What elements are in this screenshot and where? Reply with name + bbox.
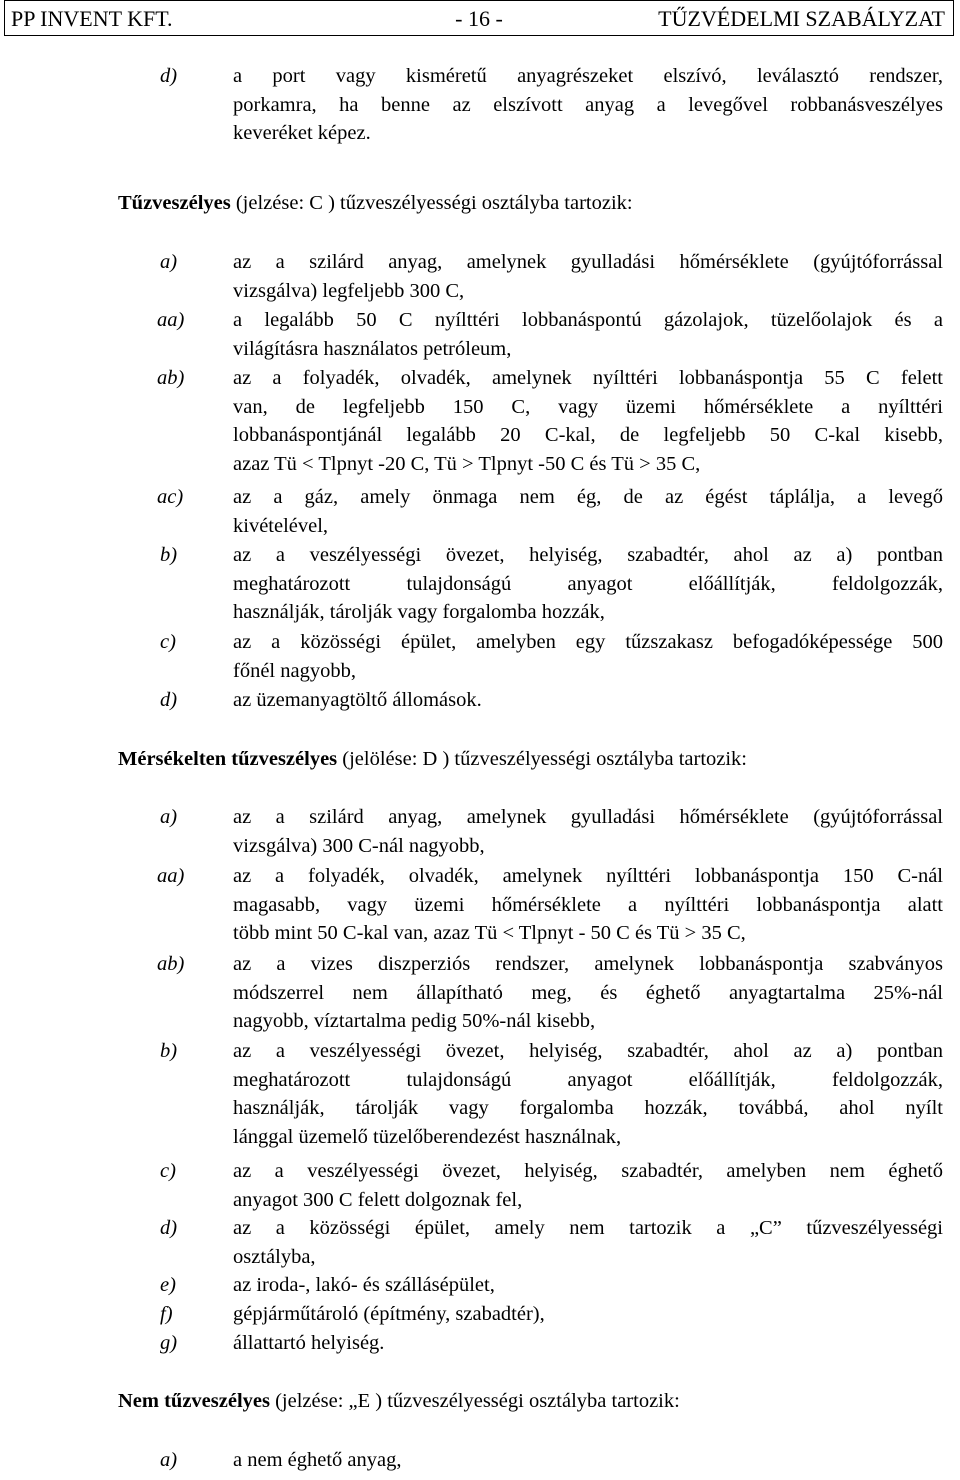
list-item (0, 950, 960, 1036)
list-item-text (233, 1157, 943, 1214)
list-item (0, 248, 960, 305)
list-item (0, 1037, 960, 1151)
text-line: az iroda-, lakó- és szállásépület, (233, 1274, 495, 1296)
section-heading-bold: Nem tűzveszélyes (118, 1390, 270, 1412)
text-line: módszerrel nem állapítható meg, és éghető anyagtartalma 25%-nál (233, 981, 943, 1004)
list-item-label: b) (160, 544, 178, 566)
list-item-label: ab) (157, 367, 185, 389)
list-item-label: a) (160, 806, 178, 828)
list-item-text (233, 1214, 943, 1271)
text-line: az a közösségi épület, amely nem tartozik a „C” tűzveszélyességi (233, 1217, 943, 1239)
list-item-label: g) (160, 1332, 178, 1354)
text-line: az a szilárd anyag, amelynek gyulladási hőmérséklete (gyújtóforrással (233, 251, 943, 273)
list-item-text (233, 248, 943, 305)
text-line: az a vizes diszperziós rendszer, amelynek lobbanáspontja szabványos (233, 953, 943, 975)
document-title: TŰZVÉDELMI SZABÁLYZAT (658, 6, 945, 31)
list-item-label: e) (160, 1274, 176, 1296)
text-line: az a folyadék, olvadék, amelynek nyílttéri lobbanáspontja 55 C felett (233, 367, 943, 389)
text-line: meghatározott tulajdonságú anyagot előállítják, feldolgozzák, (233, 1068, 943, 1091)
list-item-text (233, 803, 943, 860)
text-line: osztályba, (233, 1245, 316, 1268)
text-line: azaz Tü < Tlpnyt -20 C, Tü > Tlpnyt -50 C és Tü > 35 C, (233, 452, 701, 475)
page-header (4, 0, 954, 36)
list-item (0, 1329, 960, 1358)
list-item-label: a) (160, 251, 178, 273)
list-item-text (233, 364, 943, 478)
text-line: az a folyadék, olvadék, amelynek nyílttéri lobbanáspontja 150 C-nál (233, 865, 943, 887)
list-item-text (233, 950, 943, 1036)
text-line: a port vagy kisméretű anyagrészeket elszívó, leválasztó rendszer, (233, 65, 943, 87)
list-item-label: ab) (157, 953, 185, 975)
list-item-label: aa) (157, 309, 185, 331)
section-heading (118, 1387, 680, 1415)
list-item (0, 1271, 960, 1300)
list-item-text (233, 1329, 943, 1358)
company-name: PP INVENT KFT. (11, 6, 173, 31)
list-item-text (233, 306, 943, 363)
text-line: meghatározott tulajdonságú anyagot előállítják, feldolgozzák, (233, 572, 943, 595)
text-line: használják, tárolják vagy forgalomba hozzák, (233, 601, 605, 623)
list-item-text (233, 1300, 943, 1329)
text-line: lobbanáspontjánál legalább 20 C-kal, de legfeljebb 50 C-kal kisebb, (233, 424, 943, 446)
text-line: világításra használatos petróleum, (233, 337, 512, 360)
list-item (0, 541, 960, 627)
list-item-text (233, 62, 943, 148)
text-line: vizsgálva) legfeljebb 300 C, (233, 279, 465, 302)
list-item-text (233, 483, 943, 540)
text-line: van, de legfeljebb 150 C, vagy üzemi hőmérséklete a nyílttéri (233, 395, 943, 418)
list-item-label: c) (160, 1160, 176, 1182)
list-item-label: ac) (157, 486, 184, 508)
text-line: az a veszélyességi övezet, helyiség, szabadtér, ahol az a) pontban (233, 544, 943, 566)
list-item-text (233, 541, 943, 627)
list-item-label: d) (160, 65, 178, 87)
text-line: állattartó helyiség. (233, 1332, 385, 1354)
text-line: az a szilárd anyag, amelynek gyulladási hőmérséklete (gyújtóforrással (233, 806, 943, 828)
list-item-text (233, 628, 943, 685)
list-item (0, 483, 960, 540)
text-line: az a veszélyességi övezet, helyiség, szabadtér, amelyben nem éghető (233, 1160, 943, 1182)
text-line: lánggal üzemelő tüzelőberendezést használnak, (233, 1125, 622, 1148)
text-line: porkamra, ha benne az elszívott anyag a levegővel robbanásveszélyes (233, 93, 943, 116)
text-line: a nem éghető anyag, (233, 1449, 402, 1471)
text-line: főnél nagyobb, (233, 659, 356, 682)
section-heading-rest: (jelzése: C ) tűzveszélyességi osztályba tartozik: (230, 192, 633, 214)
text-line: az üzemanyagtöltő állomások. (233, 689, 482, 711)
text-line: keveréket képez. (233, 122, 371, 144)
list-item (0, 1300, 960, 1329)
text-line: vizsgálva) 300 C-nál nagyobb, (233, 834, 485, 857)
list-item (0, 862, 960, 948)
list-item (0, 1214, 960, 1271)
list-item-label: c) (160, 631, 176, 653)
text-line: az a gáz, amely önmaga nem ég, de az égést táplálja, a levegő (233, 486, 943, 508)
list-item-text (233, 1037, 943, 1151)
text-line: a legalább 50 C nyílttéri lobbanáspontú gázolajok, tüzelőolajok és a (233, 309, 943, 331)
text-line: anyagot 300 C felett dolgoznak fel, (233, 1188, 523, 1211)
list-item-text (233, 1446, 943, 1475)
list-item-text (233, 1271, 943, 1300)
list-item-text (233, 862, 943, 948)
list-item-text (233, 686, 943, 715)
text-line: az a közösségi épület, amelyben egy tűzszakasz befogadóképessége 500 (233, 631, 943, 653)
list-item (0, 628, 960, 685)
section-heading-rest: (jelzése: „E ) tűzveszélyességi osztályba tartozik: (269, 1390, 680, 1412)
section-heading-bold: Tűzveszélyes (118, 192, 231, 214)
text-line: nagyobb, víztartalma pedig 50%-nál kisebb, (233, 1010, 596, 1032)
list-item (0, 306, 960, 363)
list-item (0, 686, 960, 715)
list-item (0, 1157, 960, 1214)
text-line: az a veszélyességi övezet, helyiség, szabadtér, ahol az a) pontban (233, 1040, 943, 1062)
section-heading-bold: Mérsékelten tűzveszélyes (118, 748, 338, 770)
text-line: használják, tárolják vagy forgalomba hozzák, továbbá, ahol nyílt (233, 1097, 943, 1119)
list-item-label: d) (160, 1217, 178, 1239)
section-heading (118, 189, 633, 217)
list-item-label: aa) (157, 865, 185, 887)
list-item-label: a) (160, 1449, 178, 1471)
text-line: magasabb, vagy üzemi hőmérséklete a nyílttéri lobbanáspontja alatt (233, 893, 943, 916)
list-item-label: f) (160, 1303, 173, 1325)
list-item (0, 62, 960, 148)
text-line: gépjárműtároló (építmény, szabadtér), (233, 1303, 545, 1325)
section-heading-rest: (jelölése: D ) tűzveszélyességi osztályba tartozik: (337, 748, 748, 770)
section-heading (118, 745, 747, 773)
list-item (0, 1446, 960, 1475)
list-item-label: b) (160, 1040, 178, 1062)
page-number: - 16 - (455, 6, 503, 31)
text-line: több mint 50 C-kal van, azaz Tü < Tlpnyt - 50 C és Tü > 35 C, (233, 922, 746, 944)
list-item-label: d) (160, 689, 178, 711)
list-item (0, 803, 960, 860)
list-item (0, 364, 960, 478)
text-line: kivételével, (233, 514, 329, 537)
